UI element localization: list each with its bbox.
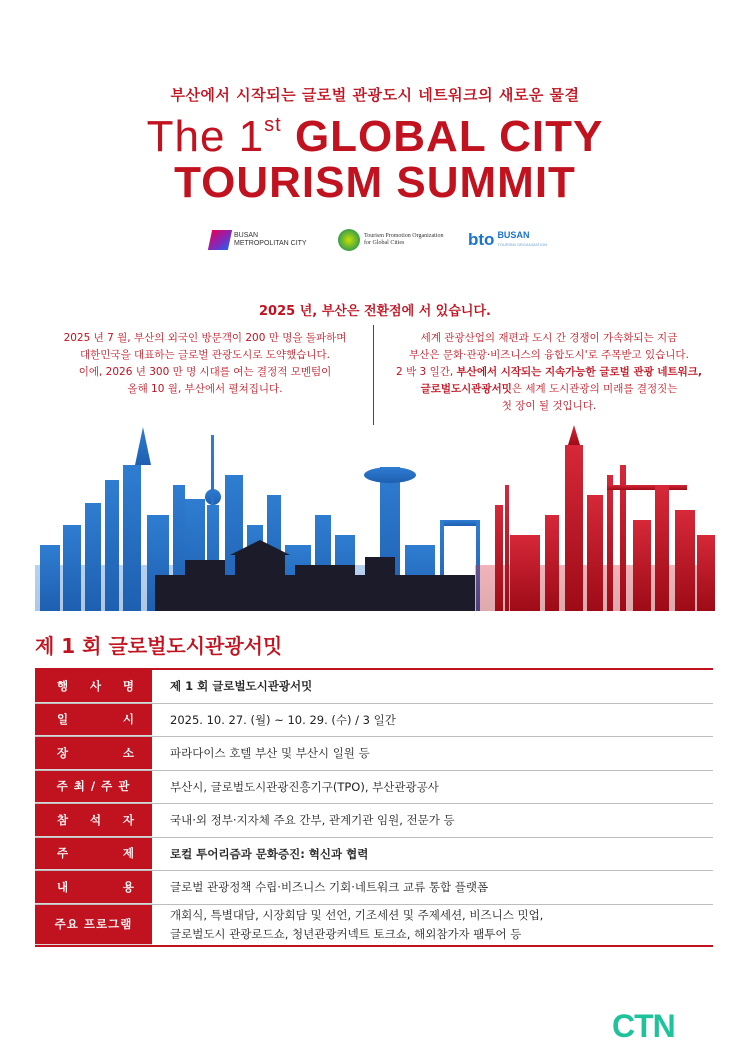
table-row [35,871,713,905]
intro-headline: 2025 년, 부산은 전환점에 서 있습니다. [259,304,491,319]
label-char: 자 [122,812,134,827]
intro-right-text [378,330,720,415]
busan-city-logo [210,226,307,254]
row-label [35,838,152,871]
row-value: 국내·외 정부·지자체 주요 간부, 관계기관 임원, 전문가 등 [170,813,455,828]
tpo-logo [338,226,443,254]
label-char: 명 [122,678,134,693]
bto-text: BUSAN [497,230,530,240]
label-char: 사 [89,678,102,693]
intro-right-line4a: 글로벌도시관광서밋 [420,383,512,395]
intro-left-text [40,330,370,398]
label-char: 일 [57,712,69,727]
row-label [35,804,152,837]
row-value: 로컬 투어리즘과 문화증진: 혁신과 협력 [170,846,369,861]
label-char: 주요 프로그램 [54,917,133,931]
label-char: 시 [122,712,134,727]
row-value: 2025. 10. 27. (월) ~ 10. 29. (수) / 3 일간 [170,712,396,727]
tagline: 부산에서 시작되는 글로벌 관광도시 네트워크의 새로운 물결 [170,86,580,104]
label-char: 제 [122,846,134,861]
label-char: 내 [57,879,69,894]
row-label [35,670,152,703]
table-row [35,771,713,805]
row-value [152,905,713,945]
label-char: 용 [122,879,134,894]
title-the: The 1 [146,112,265,161]
label-char: 주 [57,846,69,861]
table-row [35,905,713,947]
intro-right-line: 세계 관광산업의 재편과 도시 간 경쟁이 가속화되는 지금 [420,332,678,344]
intro-right-line4b: 은 세계 도시관광의 미래를 결정짓는 [511,383,678,395]
intro-left-line: 이에, 2026 년 300 만 명 시대를 여는 결정적 모멘텀이 [78,366,332,378]
label-char: 소 [122,745,134,760]
label-char: 참 [57,812,69,827]
intro-right-line: 부산은 문화·관광·비즈니스의 융합도시'로 주목받고 있습니다. [409,349,689,361]
intro-right-line3a: 2 박 3 일간, [396,366,457,378]
row-label [35,871,152,904]
row-label [35,771,152,804]
bto-subtext: TOURISM ORGANIZATION [497,242,548,247]
table-row [35,838,713,872]
label-char: 장 [57,745,69,760]
row-value: 글로벌 관광정책 수립·비즈니스 기회·네트워크 교류 통합 플랫폼 [170,880,489,895]
intro-right-line [378,364,720,381]
label-char: 행 [57,678,69,693]
tpo-logo-line2: for Global Cities [364,240,405,246]
table-row [35,670,713,704]
event-info-table [35,668,713,947]
summit-title-line1 [0,112,750,162]
intro-left-line: 2025 년 7 월, 부산의 외국인 방문객이 200 만 명을 돌파하며 [63,332,347,344]
ctn-logo: CTN [612,1008,675,1044]
title-sup: st [264,114,282,136]
intro-right-line3b: 부산에서 시작되는 지속가능한 글로벌 관광 네트워크, [456,366,702,378]
tpo-emblem-icon [338,229,360,251]
row-value: 파라다이스 호텔 부산 및 부산시 일원 등 [170,746,370,761]
intro-left-line: 대한민국을 대표하는 글로벌 관광도시로 도약했습니다. [80,349,330,361]
row-value: 제 1 회 글로벌도시관광서밋 [170,679,313,694]
busan-logo-line1: BUSAN [234,232,259,239]
intro-right-line: 첫 장이 될 것입니다. [501,400,597,412]
row-label [35,704,152,737]
city-skyline-illustration [35,425,715,611]
label-char: 주 최 / 주 관 [56,779,131,794]
program-line: 개회식, 특별대담, 시장회담 및 선언, 기조세션 및 주제세션, 비즈니스 밋업, [170,907,544,922]
organizer-logos [210,226,550,254]
tpo-logo-line1: Tourism Promotion Organization [364,233,444,239]
intro-right-line [378,381,720,398]
busan-logo-line2: METROPOLITAN CITY [234,240,307,247]
program-line: 글로벌도시 관광로드쇼, 청년관광커넥트 토크쇼, 해외참가자 팸투어 등 [170,926,522,941]
table-row [35,704,713,738]
busan-city-mark-icon [208,230,232,250]
row-value: 부산시, 글로벌도시관광진흥기구(TPO), 부산관광공사 [170,779,439,794]
row-label [35,905,152,945]
label-char: 석 [89,812,102,827]
bto-logo [468,226,547,254]
title-global-city: GLOBAL CITY [281,112,604,161]
summit-title-line2: TOURISM SUMMIT [174,158,576,207]
table-row [35,804,713,838]
row-label [35,737,152,770]
intro-divider [373,325,374,425]
bto-mark: bto [468,230,495,249]
intro-left-line: 올해 10 월, 부산에서 펼쳐집니다. [127,383,283,395]
section-title: 제 1 회 글로벌도시관광서밋 [35,634,283,658]
table-row [35,737,713,771]
